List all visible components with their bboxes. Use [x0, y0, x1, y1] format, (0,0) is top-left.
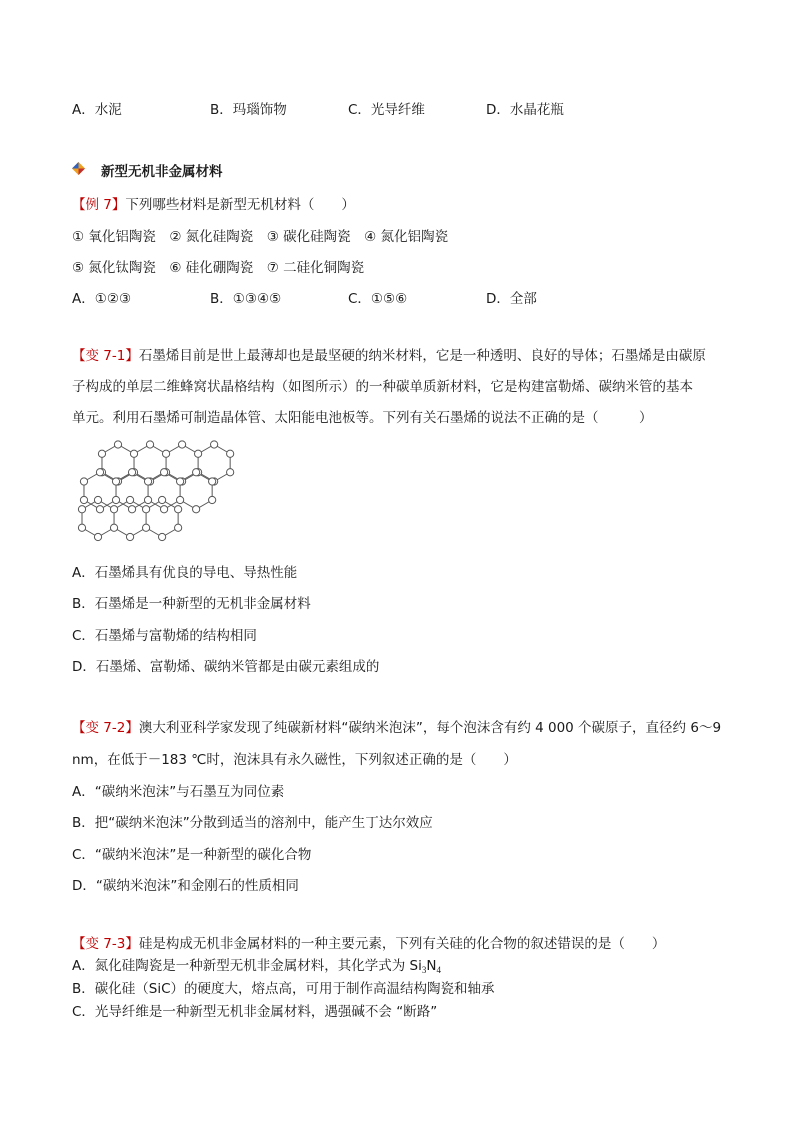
- subscript: 4: [436, 965, 441, 975]
- carbon-atom: [80, 496, 87, 503]
- carbon-atom: [126, 496, 133, 503]
- carbon-atom: [160, 506, 167, 513]
- carbon-atom: [227, 450, 234, 457]
- variant-7-1-option-b: B．石墨烯是一种新型的无机非金属材料: [72, 596, 311, 612]
- option-d: D．全部: [486, 291, 537, 307]
- carbon-atom: [94, 496, 101, 503]
- variant-7-1-tag: 【变 7-1】: [72, 348, 139, 364]
- variant-7-1-line-1: [72, 346, 706, 366]
- variant-7-2-option-d: D．“碳纳米泡沫”和金刚石的性质相同: [72, 878, 299, 894]
- option-a: A．水泥: [72, 102, 122, 118]
- carbon-atom: [144, 496, 151, 503]
- example-7-list-line-2: ⑤ 氮化钛陶瓷 ⑥ 硅化硼陶瓷 ⑦ 二硅化铜陶瓷: [72, 260, 365, 276]
- carbon-atom: [146, 441, 153, 448]
- carbon-atom: [193, 506, 200, 513]
- example-7-list-line-1: ① 氧化铝陶瓷 ② 氮化硅陶瓷 ③ 碳化硅陶瓷 ④ 氮化铝陶瓷: [72, 229, 449, 245]
- option-b: B．玛瑙饰物: [210, 102, 287, 118]
- nitrogen-symbol: N: [426, 958, 437, 974]
- carbon-atom: [126, 533, 133, 540]
- carbon-atom: [110, 524, 117, 531]
- carbon-atom: [209, 496, 216, 503]
- variant-7-2-tag: 【变 7-2】: [72, 720, 139, 736]
- carbon-atom: [159, 496, 166, 503]
- carbon-atom: [130, 450, 137, 457]
- subscript: 3: [421, 965, 427, 975]
- carbon-atom: [94, 533, 101, 540]
- variant-7-2-line-1: [72, 718, 721, 738]
- carbon-atom: [128, 469, 135, 476]
- carbon-atom: [209, 478, 216, 485]
- example-7-stem: [72, 195, 355, 215]
- carbon-atom: [114, 441, 121, 448]
- variant-7-2-option-b: B．把“碳纳米泡沫”分散到适当的溶剂中，能产生丁达尔效应: [72, 815, 433, 831]
- option-c: C．光导纤维: [348, 102, 425, 118]
- variant-7-2-option-a: A．“碳纳米泡沫”与石墨互为同位素: [72, 784, 285, 800]
- carbon-atom: [178, 441, 185, 448]
- section-title: 新型无机非金属材料: [101, 164, 223, 180]
- variant-7-3-option-a: [72, 956, 441, 980]
- variant-7-1-option-c: C．石墨烯与富勒烯的结构相同: [72, 628, 257, 644]
- carbon-atom: [80, 478, 87, 485]
- carbon-atom: [195, 450, 202, 457]
- variant-7-1-line-2: 子构成的单层二维蜂窝状晶格结构（如图所示）的一种碳单质新材料，它是构建富勒烯、碳纳米管的基本: [72, 379, 693, 395]
- carbon-atom: [96, 469, 103, 476]
- variant-7-1-option-d: D．石墨烯、富勒烯、碳纳米管都是由碳元素组成的: [72, 659, 380, 675]
- variant-7-3-tag: 【变 7-3】: [72, 936, 139, 952]
- variant-7-3-text: 硅是构成无机非金属材料的一种主要元素，下列有关硅的化合物的叙述错误的是（ ）: [138, 936, 666, 952]
- carbon-atom: [159, 533, 166, 540]
- variant-7-1-text: 石墨烯目前是世上最薄却也是最坚硬的纳米材料，它是一种透明、良好的导体；石墨烯是由碳原: [138, 348, 706, 364]
- option-a-text: A．氮化硅陶瓷是一种新型无机非金属材料，其化学式为 Si: [72, 958, 422, 974]
- carbon-atom: [142, 506, 149, 513]
- variant-7-2-option-c: C．“碳纳米泡沫”是一种新型的碳化合物: [72, 847, 312, 863]
- carbon-atom: [112, 496, 119, 503]
- carbon-atom: [193, 469, 200, 476]
- variant-7-3-line-1: [72, 934, 665, 954]
- variant-7-2-text: 澳大利亚科学家发现了纯碳新材料“碳纳米泡沫”，每个泡沫含有约 4 000 个碳原子，直径约 6～9: [138, 720, 722, 736]
- carbon-atom: [78, 506, 85, 513]
- carbon-atom: [96, 506, 103, 513]
- carbon-atom: [177, 478, 184, 485]
- example-7-tag: 【例 7】: [72, 197, 126, 213]
- carbon-atom: [98, 450, 105, 457]
- carbon-atom: [78, 524, 85, 531]
- option-d: D．水晶花瓶: [486, 102, 564, 118]
- carbon-atom: [110, 506, 117, 513]
- variant-7-3-option-b: B．碳化硅（SiC）的硬度大，熔点高，可用于制作高温结构陶瓷和轴承: [72, 981, 495, 997]
- carbon-atom: [177, 496, 184, 503]
- option-b: B．①③④⑤: [210, 291, 282, 307]
- option-a: A．①②③: [72, 291, 132, 307]
- carbon-atom: [160, 469, 167, 476]
- carbon-atom: [162, 450, 169, 457]
- carbon-atom: [112, 478, 119, 485]
- diamond-bullet-icon: [72, 162, 85, 175]
- carbon-atom: [211, 441, 218, 448]
- graphene-lattice-figure: [74, 437, 238, 549]
- carbon-atom: [128, 506, 135, 513]
- carbon-atom: [175, 524, 182, 531]
- option-c: C．①⑤⑥: [348, 291, 408, 307]
- variant-7-2-line-2: nm，在低于－183 ℃时，泡沫具有永久磁性，下列叙述正确的是（ ）: [72, 752, 517, 768]
- variant-7-1-line-3: 单元。利用石墨烯可制造晶体管、太阳能电池板等。下列有关石墨烯的说法不正确的是（ ）: [72, 410, 653, 426]
- carbon-atom: [175, 506, 182, 513]
- prev-question-options: [72, 100, 672, 120]
- example-7-options: [72, 289, 672, 309]
- carbon-atom: [227, 469, 234, 476]
- variant-7-3-option-c: C．光导纤维是一种新型无机非金属材料，遇强碱不会 “断路”: [72, 1004, 438, 1020]
- carbon-atom: [144, 478, 151, 485]
- carbon-atom: [142, 524, 149, 531]
- variant-7-1-option-a: A．石墨烯具有优良的导电、导热性能: [72, 565, 298, 581]
- example-7-question: 下列哪些材料是新型无机材料（ ）: [125, 197, 355, 213]
